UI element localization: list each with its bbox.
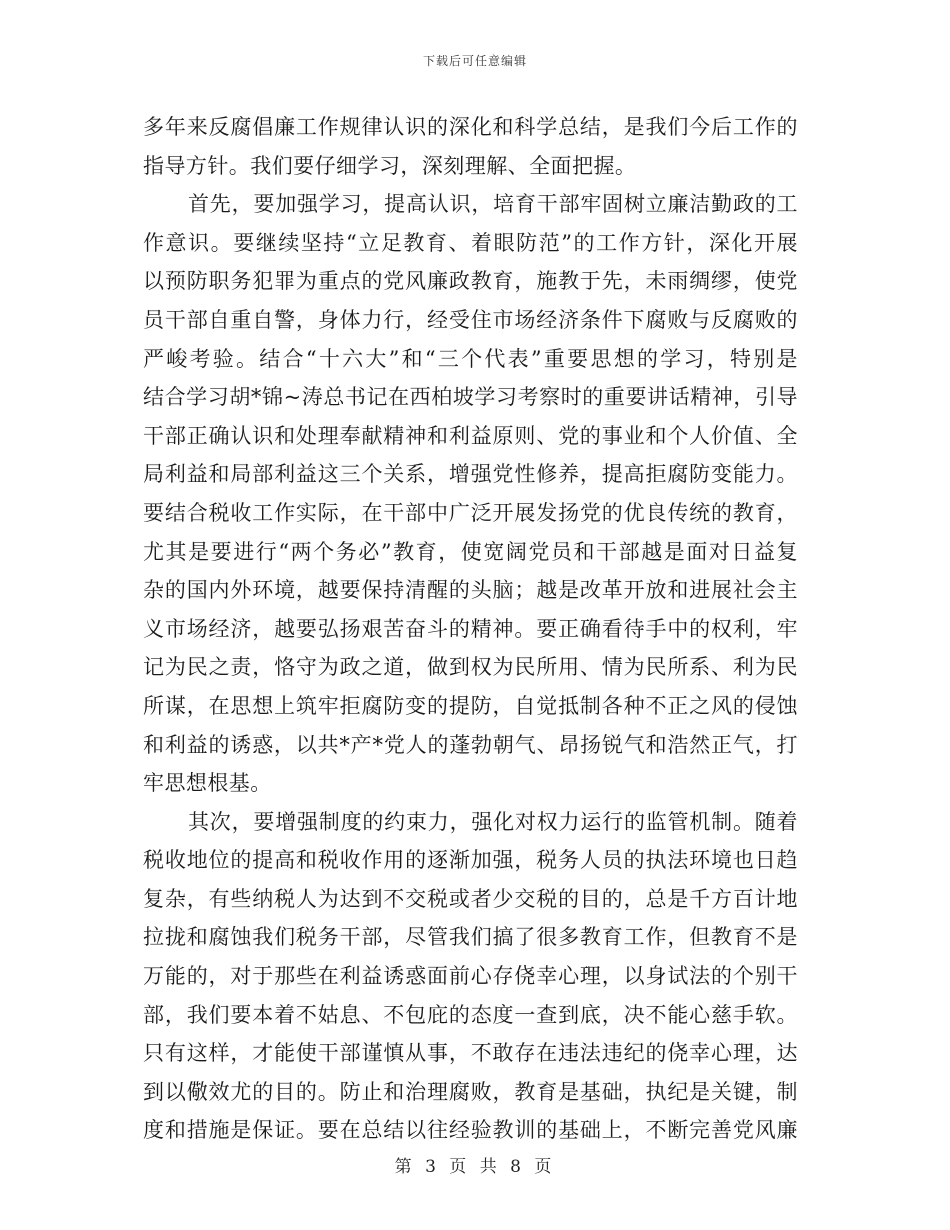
text-line: 复杂，有些纳税人为达到不交税或者少交税的目的，总是千方百计地 xyxy=(143,886,798,911)
page-number-footer: 第 3 页 共 8 页 xyxy=(394,1157,556,1177)
page-header: 下载后可任意编辑 xyxy=(422,54,527,68)
text-line: 局利益和局部利益这三个关系，增强党性修养，提高拒腐防变能力。 xyxy=(143,462,798,487)
text-line: 结合学习胡*锦~涛总书记在西柏坡学习考察时的重要讲话精神，引导 xyxy=(143,385,798,410)
text-line: 严峻考验。结合“十六大”和“三个代表”重要思想的学习，特别是 xyxy=(143,346,798,371)
text-line: 干部正确认识和处理奉献精神和利益原则、党的事业和个人价值、全 xyxy=(143,423,798,448)
text-line: 员干部自重自警，身体力行，经受住市场经济条件下腐败与反腐败的 xyxy=(143,307,798,332)
text-line: 度和措施是保证。要在总结以往经验教训的基础上，不断完善党风廉 xyxy=(143,1118,798,1143)
text-line: 税收地位的提高和税收作用的逐渐加强，税务人员的执法环境也日趋 xyxy=(143,848,798,873)
text-line: 多年来反腐倡廉工作规律认识的深化和科学总结，是我们今后工作的 xyxy=(143,115,798,139)
text-line: 记为民之责，恪守为政之道，做到权为民所用、情为民所系、利为民 xyxy=(143,655,798,680)
text-line: 只有这样，才能使干部谨慎从事，不敢存在违法违纪的侥幸心理，达 xyxy=(143,1041,798,1066)
document-body xyxy=(143,108,798,1150)
text-line: 到以儆效尤的目的。防止和治理腐败，教育是基础，执纪是关键，制 xyxy=(143,1079,798,1104)
text-line: 万能的，对于那些在利益诱惑面前心存侥幸心理，以身试法的个别干 xyxy=(143,964,798,989)
text-line: 要结合税收工作实际，在干部中广泛开展发扬党的优良传统的教育， xyxy=(143,500,798,525)
paragraph xyxy=(143,803,798,1150)
text-line: 作意识。要继续坚持“立足教育、着眼防范”的工作方针，深化开展 xyxy=(143,230,798,255)
text-line: 所谋，在思想上筑牢拒腐防变的提防，自觉抵制各种不正之风的侵蚀 xyxy=(143,693,798,718)
paragraph xyxy=(143,108,798,185)
text-line: 部，我们要本着不姑息、不包庇的态度一查到底，决不能心慈手软。 xyxy=(143,1002,798,1027)
text-line: 指导方针。我们要仔细学习，深刻理解、全面把握。 xyxy=(143,153,637,178)
text-line: 以预防职务犯罪为重点的党风廉政教育，施教于先，未雨绸缪，使党 xyxy=(143,269,798,294)
text-line: 牢思想根基。 xyxy=(143,771,272,796)
text-line: 和利益的诱惑，以共*产*党人的蓬勃朝气、昂扬锐气和浩然正气，打 xyxy=(143,732,798,757)
text-line: 其次，要增强制度的约束力，强化对权力运行的监管机制。随着 xyxy=(188,809,798,834)
paragraph xyxy=(143,185,798,803)
text-line: 义市场经济，越要弘扬艰苦奋斗的精神。要正确看待手中的权利，牢 xyxy=(143,616,798,641)
text-line: 杂的国内外环境，越要保持清醒的头脑；越是改革开放和进展社会主 xyxy=(143,578,798,603)
text-line: 尤其是要进行“两个务必”教育，使宽阔党员和干部越是面对日益复 xyxy=(143,539,798,564)
text-line: 拉拢和腐蚀我们税务干部，尽管我们搞了很多教育工作，但教育不是 xyxy=(143,925,798,950)
text-line: 首先，要加强学习，提高认识，培育干部牢固树立廉洁勤政的工 xyxy=(188,192,798,217)
